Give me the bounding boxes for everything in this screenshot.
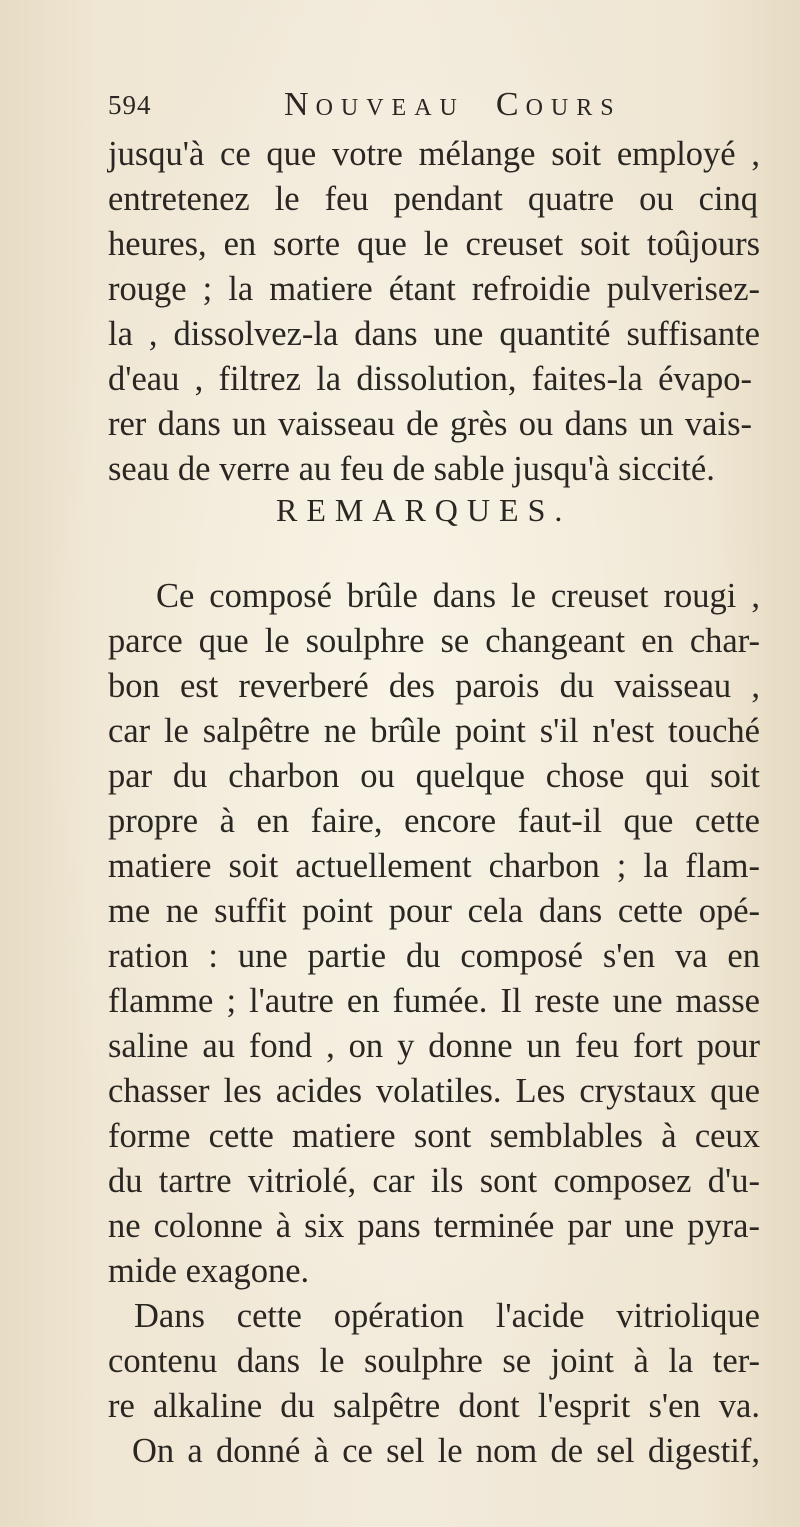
text-line: d'eau , filtrez la dissolution, faites-la évapo-	[108, 360, 752, 398]
text-line: jusqu'à ce que votre mélange soit employé ,	[108, 135, 760, 173]
text-line: car le salpêtre ne brûle point s'il n'est touché	[108, 712, 760, 750]
text-line: la , dissolvez-la dans une quantité suffisante	[108, 315, 760, 353]
text-line: entretenez le feu pendant quatre ou cinq	[108, 180, 758, 218]
text-line: On a donné à ce sel le nom de sel digestif,	[132, 1432, 760, 1470]
text-line: saline au fond , on y donne un feu fort pour	[108, 1027, 760, 1065]
text-line: propre à en faire, encore faut-il que cette	[108, 802, 760, 840]
text-line: me ne suffit point pour cela dans cette opé-	[108, 892, 760, 930]
text-line: Ce composé brûle dans le creuset rougi ,	[156, 577, 760, 615]
text-line: ration : une partie du composé s'en va en	[108, 937, 760, 975]
text-line: matiere soit actuellement charbon ; la flam-	[108, 847, 760, 885]
text-line: mide exagone.	[108, 1252, 310, 1290]
text-line: heures, en sorte que le creuset soit toûjours	[108, 225, 760, 263]
page-number: 594	[108, 90, 152, 120]
text-line: contenu dans le soulphre se joint à la ter-	[108, 1342, 760, 1380]
running-header	[108, 86, 708, 130]
text-line: chasser les acides volatiles. Les crystaux que	[108, 1072, 760, 1110]
running-title	[284, 86, 622, 124]
text-line: Dans cette opération l'acide vitriolique	[134, 1297, 760, 1335]
text-line: rer dans un vaisseau de grès ou dans un vais-	[108, 405, 752, 443]
text-line: bon est reverberé des parois du vaisseau ,	[108, 667, 760, 705]
text-line: ne colonne à six pans terminée par une pyra-	[108, 1207, 760, 1245]
text-line: rouge ; la matiere étant refroidie pulverisez-	[108, 270, 760, 308]
title-rest-1: OUVEAU	[315, 95, 465, 121]
title-initial-2: C	[495, 86, 526, 123]
text-line: parce que le soulphre se changeant en char-	[108, 622, 760, 660]
text-line: flamme ; l'autre en fumée. Il reste une masse	[108, 982, 760, 1020]
text-line: seau de verre au feu de sable jusqu'à siccité.	[108, 450, 715, 488]
title-rest-2: OURS	[525, 95, 622, 121]
section-heading: REMARQUES.	[276, 492, 572, 528]
text-line: forme cette matiere sont semblables à ceux	[108, 1117, 760, 1155]
text-line: par du charbon ou quelque chose qui soit	[108, 757, 760, 795]
text-line: re alkaline du salpêtre dont l'esprit s'en va.	[108, 1387, 760, 1425]
text-line: du tartre vitriolé, car ils sont composez d'u-	[108, 1162, 760, 1200]
title-initial-1: N	[284, 86, 316, 123]
